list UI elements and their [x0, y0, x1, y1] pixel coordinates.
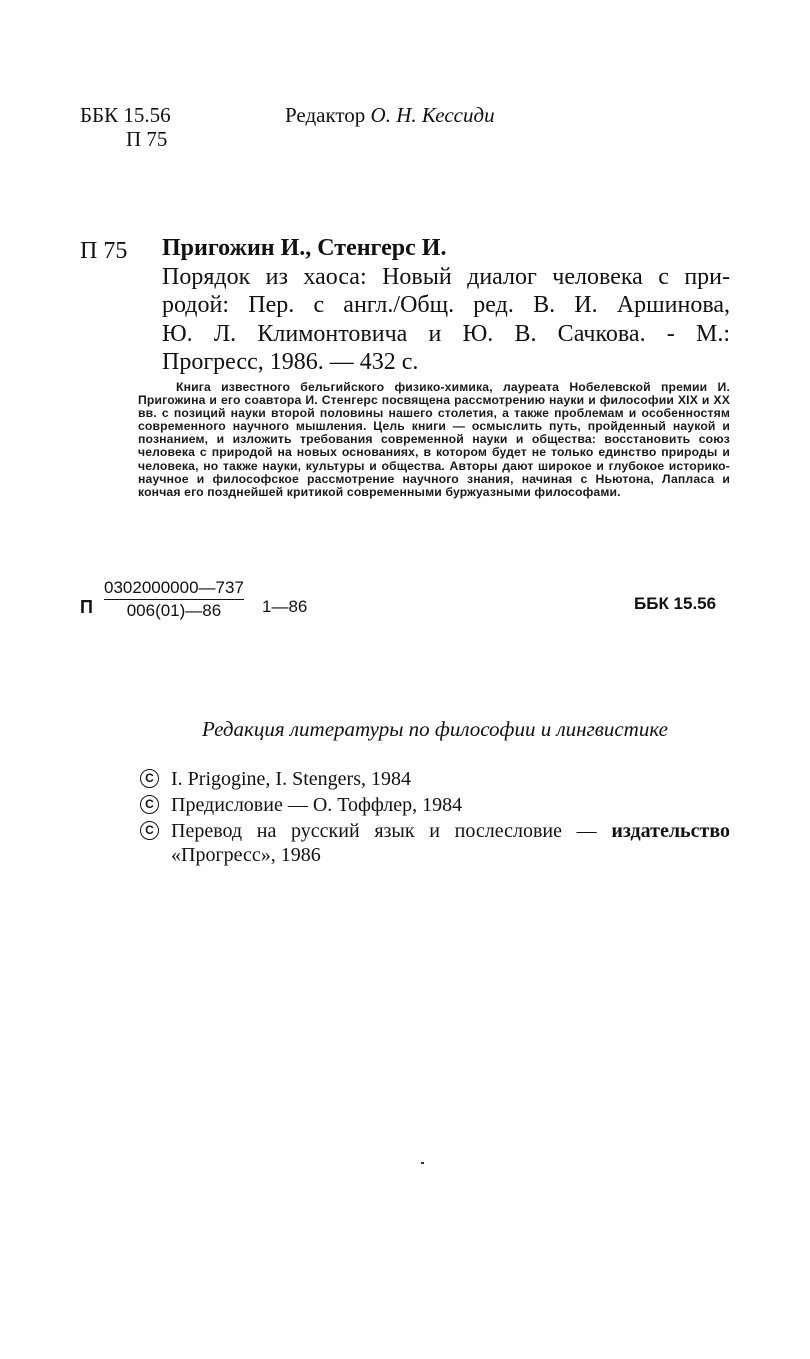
fraction-denominator: 006(01)—86 — [126, 601, 222, 620]
editor-name: О. Н. Кессиди — [370, 103, 495, 127]
bbk-code: ББК 15.56 — [80, 103, 171, 127]
index-fraction — [104, 578, 244, 622]
bbk-code-right: ББК 15.56 — [634, 594, 717, 613]
copyright-text-tail: «Прогресс», 1986 — [171, 844, 321, 866]
book-annotation: Книга известного бельгийского физико-химика, лауреата Нобелевской премии И. Пригожина и его соавтора И. Стенгерс посвящена рассмотрению науки и философии XIX и XX вв. с позиций науки второй половины нашего столетия, а также проблемам и особенностям современного научного мышления. Цель книги — осмыслить путь, пройденный наукой и познанием, и изложить требования современной науки и общества: восстановить союз человека с природой на новых основаниях, в котором будет не только единство природы и человека, но также науки, культуры и общества. Авторы дают широкое и глубокое историко-научное и философское рассмотрение научного знания, начиная с Ньютона, Лапласа и кончая его позднейшей критикой современными буржуазными философами. — [138, 380, 730, 499]
index-code: П 75 — [126, 127, 168, 151]
copyright-text-regular: Перевод на русский язык и послесловие — — [171, 820, 612, 842]
citation-line: Ю. Л. Климонтовича и Ю. В. Сачкова. - М.: — [162, 320, 730, 347]
redaction-line: Редакция литературы по философии и лингвистике — [202, 717, 668, 741]
bibliographic-citation — [162, 234, 730, 377]
citation-line: Прогресс, 1986. — 432 с. — [162, 349, 419, 375]
editor-line — [285, 103, 495, 127]
formula-suffix: 1—86 — [262, 597, 308, 616]
copyright-icon: C — [140, 769, 159, 788]
copyright-block — [140, 767, 730, 869]
editor-label: Редактор — [285, 103, 366, 127]
copyright-text: I. Prigogine, I. Stengers, 1984 — [171, 768, 411, 790]
copyright-line — [140, 793, 730, 817]
page-mark — [421, 1162, 424, 1164]
fraction-numerator: 0302000000—737 — [104, 578, 244, 600]
citation-line: родой: Пер. с англ./Общ. ред. В. И. Аршинова, — [162, 292, 730, 318]
citation-code: П 75 — [80, 238, 128, 264]
formula-prefix: П — [80, 597, 93, 617]
copyright-icon: C — [140, 821, 159, 840]
copyright-icon: C — [140, 795, 159, 814]
copyright-text — [171, 819, 730, 867]
citation-line: Порядок из хаоса: Новый диалог человека с при- — [162, 263, 730, 290]
copyright-text: Предисловие — О. Тоффлер, 1984 — [171, 794, 463, 816]
copyright-line — [140, 819, 730, 867]
copyright-line — [140, 767, 730, 791]
copyright-text-bold: издательство — [611, 820, 730, 842]
citation-authors: Пригожин И., Стенгерс И. — [162, 235, 447, 261]
